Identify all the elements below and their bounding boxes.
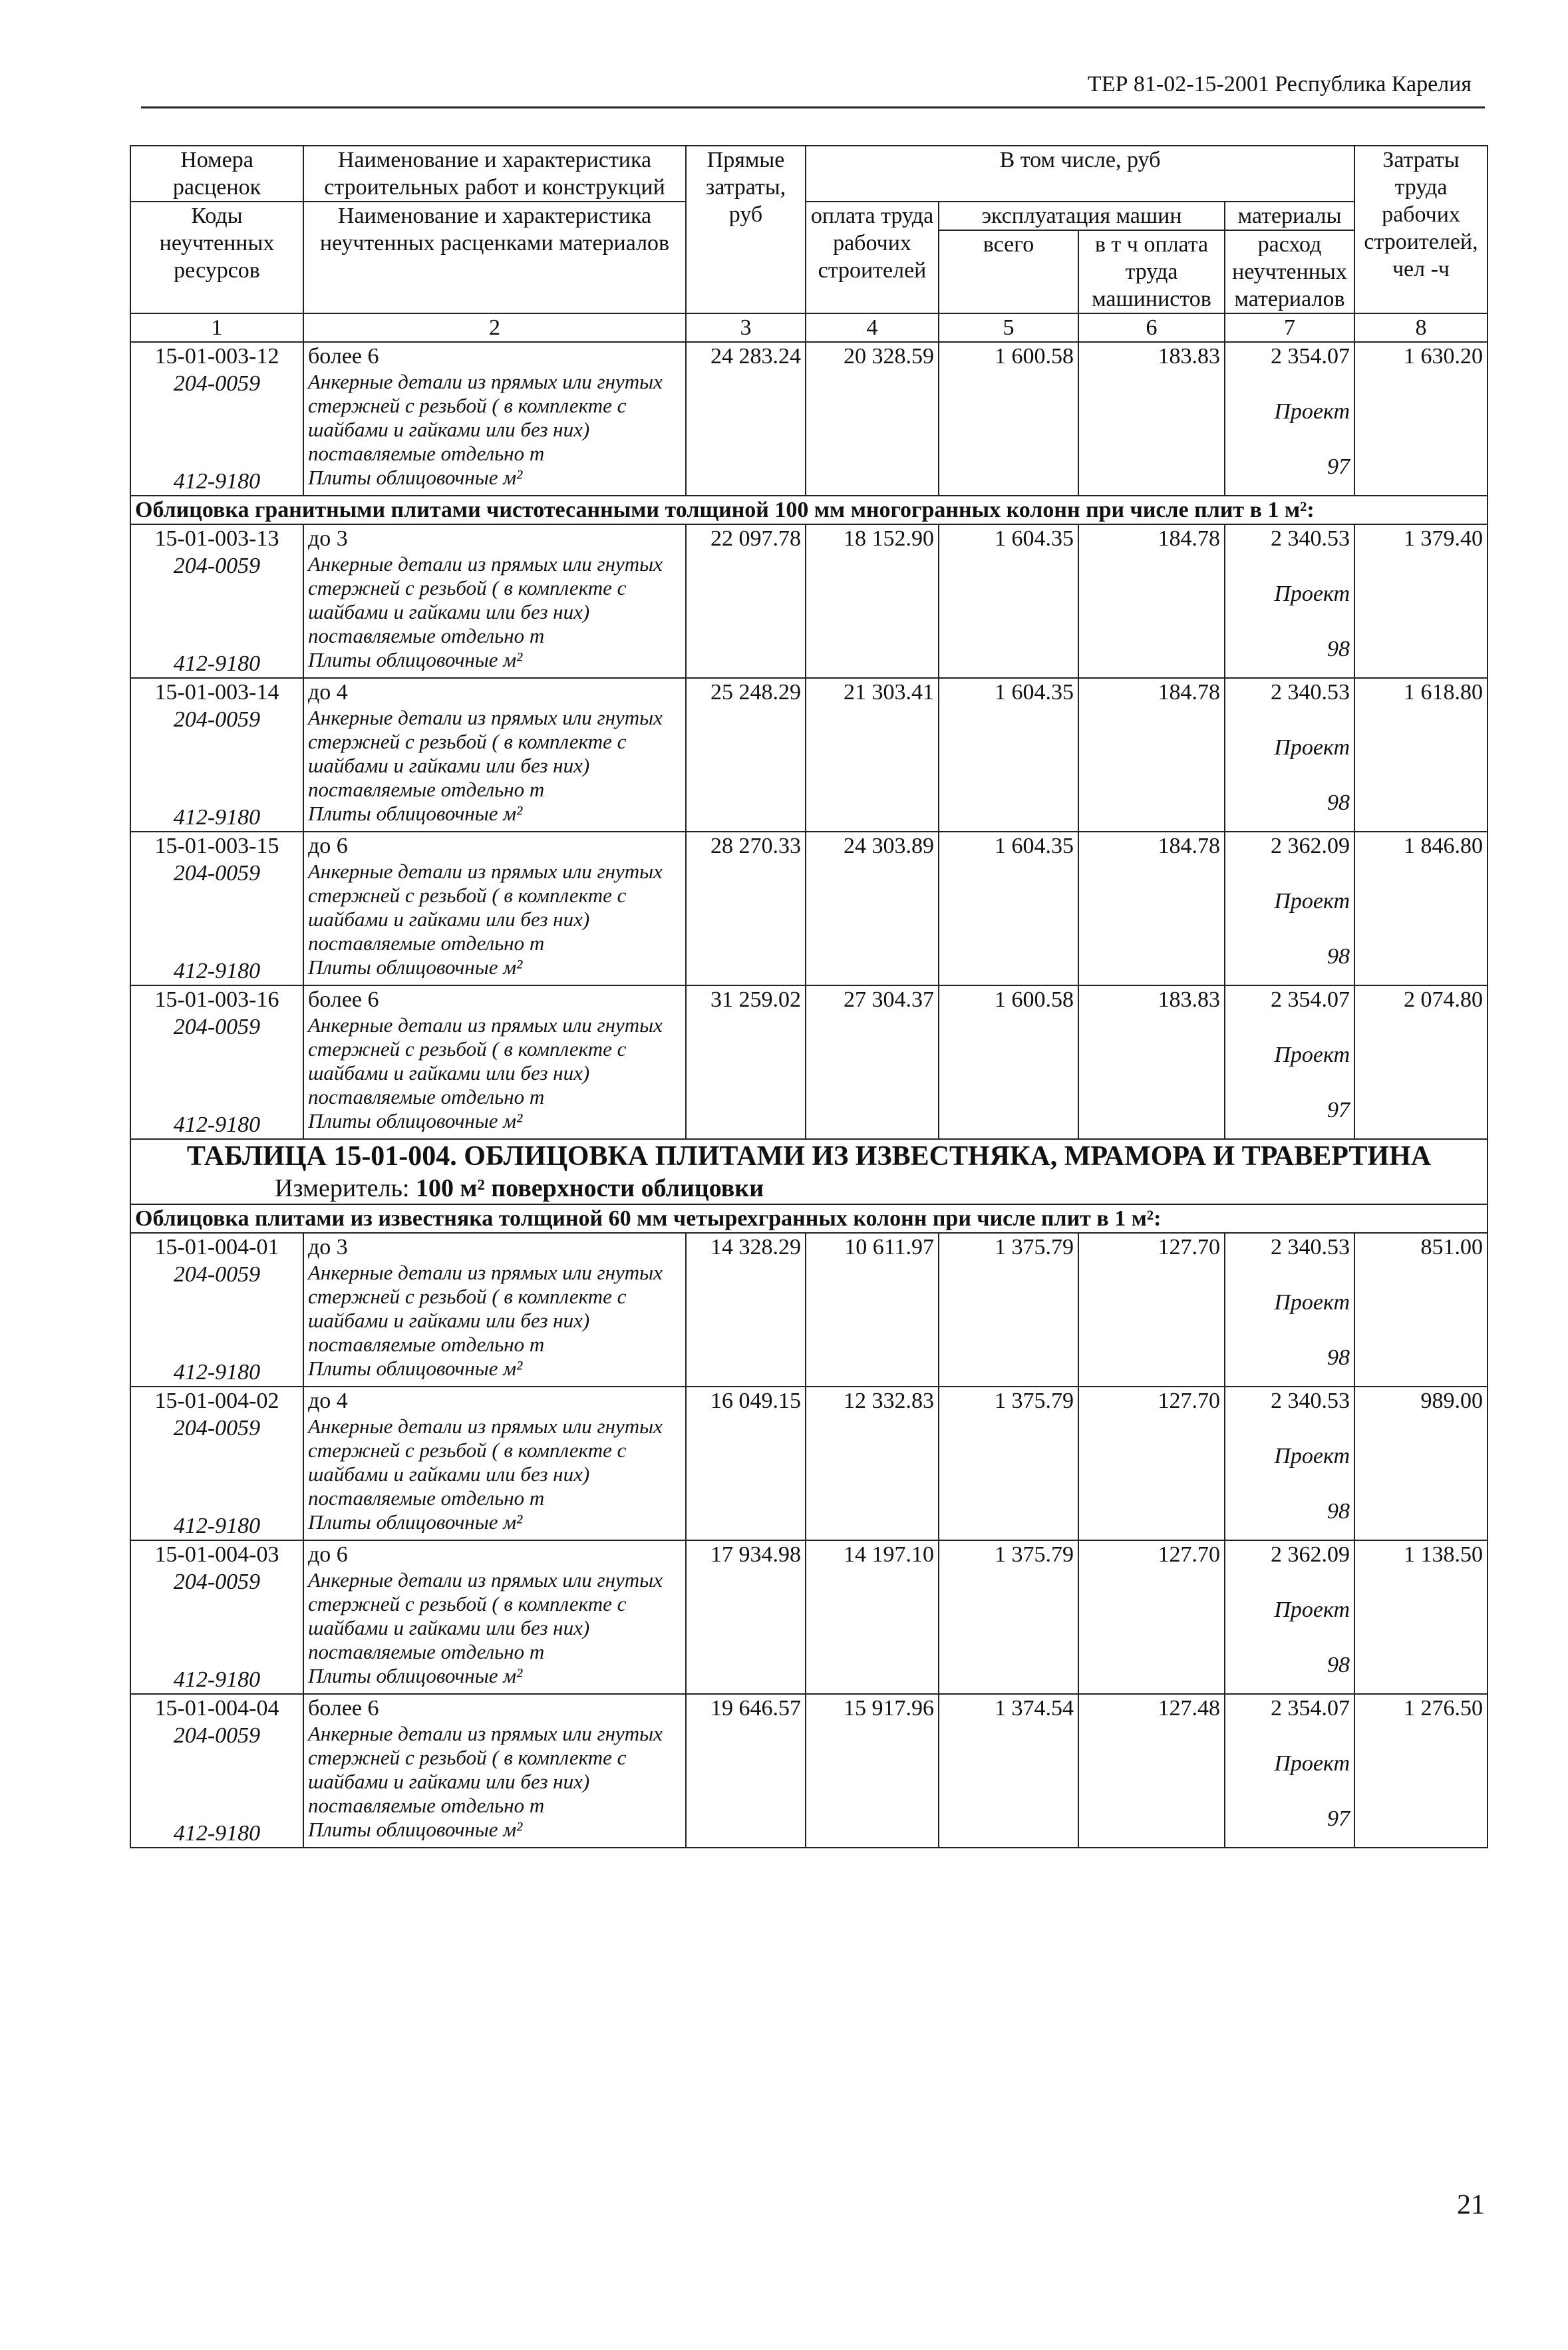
code-cell <box>130 524 303 678</box>
materials-header: материалы <box>1225 202 1354 230</box>
plate-material-name: Плиты облицовочные м² <box>308 466 523 489</box>
code-cell <box>130 1233 303 1387</box>
materials-cell <box>1225 1233 1354 1387</box>
name-cell <box>303 678 686 832</box>
value-mach-wages: 127.48 <box>1078 1694 1225 1848</box>
plates-quantity: 98 <box>1327 790 1350 815</box>
anchor-resource-code: 204-0059 <box>173 861 261 886</box>
machines-header: эксплуатация машин <box>939 202 1225 230</box>
value-materials: 2 362.09 <box>1271 834 1350 858</box>
value-wages: 24 303.89 <box>806 832 939 985</box>
rate-code: 15-01-003-14 <box>154 680 279 705</box>
materials-cell <box>1225 1387 1354 1540</box>
plate-resource-code: 412-9180 <box>173 1112 261 1137</box>
measure-line <box>135 1173 1483 1204</box>
value-wages: 21 303.41 <box>806 678 939 832</box>
value-mach-total: 1 600.58 <box>939 985 1078 1139</box>
spacer <box>135 1442 299 1512</box>
materials-cell <box>1225 985 1354 1139</box>
project-label: Проект <box>1274 1444 1350 1468</box>
value-mach-total: 1 375.79 <box>939 1233 1078 1387</box>
value-mach-wages: 184.78 <box>1078 678 1225 832</box>
plate-resource-code: 412-9180 <box>173 469 261 494</box>
value-direct: 17 934.98 <box>686 1540 806 1694</box>
col-number: 3 <box>686 313 806 342</box>
plate-material-name: Плиты облицовочные м² <box>308 1510 523 1534</box>
value-mach-total: 1 604.35 <box>939 832 1078 985</box>
materials-cell <box>1225 832 1354 985</box>
rate-code: 15-01-004-02 <box>154 1389 279 1413</box>
code-cell <box>130 678 303 832</box>
value-direct: 31 259.02 <box>686 985 806 1139</box>
spacer <box>135 1288 299 1359</box>
plate-material-name: Плиты облицовочные м² <box>308 802 523 825</box>
anchor-material-name: Анкерные детали из прямых или гнутых стержней с резьбой ( в комплекте с шайбами и гайками или без них) поставляемые отдельно т <box>308 1568 663 1663</box>
code-cell <box>130 985 303 1139</box>
spacer <box>135 1595 299 1666</box>
value-wages: 14 197.10 <box>806 1540 939 1694</box>
rate-name: до 3 <box>308 526 348 551</box>
value-materials: 2 354.07 <box>1271 1696 1350 1721</box>
project-label: Проект <box>1274 582 1350 606</box>
rate-row <box>130 985 1488 1139</box>
col-number: 5 <box>939 313 1078 342</box>
col-number: 4 <box>806 313 939 342</box>
plates-quantity: 98 <box>1327 944 1350 969</box>
materials-cell <box>1225 524 1354 678</box>
rate-name: более 6 <box>308 1696 379 1721</box>
col-number: 1 <box>130 313 303 342</box>
page-header <box>141 72 1485 108</box>
plates-quantity: 97 <box>1327 1098 1350 1122</box>
value-direct: 19 646.57 <box>686 1694 806 1848</box>
machines-total-header: всего <box>939 230 1078 313</box>
plate-resource-code: 412-9180 <box>173 1821 261 1846</box>
value-wages: 12 332.83 <box>806 1387 939 1540</box>
anchor-material-name: Анкерные детали из прямых или гнутых стержней с резьбой ( в комплекте с шайбами и гайками или без них) поставляемые отдельно т <box>308 706 663 801</box>
rates-table <box>130 145 1488 1848</box>
rate-row <box>130 1233 1488 1387</box>
value-wages: 20 328.59 <box>806 342 939 496</box>
project-label: Проект <box>1274 1597 1350 1622</box>
code-cell <box>130 1387 303 1540</box>
value-labor: 989.00 <box>1354 1387 1488 1540</box>
section-heading-row <box>130 496 1488 524</box>
code-cell <box>130 832 303 985</box>
value-mach-total: 1 375.79 <box>939 1387 1078 1540</box>
anchor-material-name: Анкерные детали из прямых или гнутых стержней с резьбой ( в комплекте с шайбами и гайками или без них) поставляемые отдельно т <box>308 1415 663 1510</box>
value-direct: 16 049.15 <box>686 1387 806 1540</box>
materials-cell <box>1225 342 1354 496</box>
name-cell <box>303 832 686 985</box>
value-materials: 2 340.53 <box>1271 1389 1350 1413</box>
col2-bottom-header: Наименование и характеристика неучтенных расценками материалов <box>303 202 686 313</box>
plate-material-name: Плиты облицовочные м² <box>308 1664 523 1687</box>
plate-resource-code: 412-9180 <box>173 959 261 983</box>
column-numbers-row <box>130 313 1488 342</box>
plate-material-name: Плиты облицовочные м² <box>308 1109 523 1132</box>
materials-cell <box>1225 1694 1354 1848</box>
document-title: ТЕР 81-02-15-2001 Республика Карелия <box>1087 72 1472 96</box>
name-cell <box>303 985 686 1139</box>
plate-resource-code: 412-9180 <box>173 805 261 830</box>
col1-bottom-header: Коды неучтенных ресурсов <box>130 202 303 313</box>
value-labor: 2 074.80 <box>1354 985 1488 1139</box>
col1-top-header: Номера расценок <box>130 146 303 202</box>
rate-row <box>130 342 1488 496</box>
value-mach-wages: 127.70 <box>1078 1233 1225 1387</box>
col-number: 6 <box>1078 313 1225 342</box>
anchor-resource-code: 204-0059 <box>173 1262 261 1287</box>
value-direct: 24 283.24 <box>686 342 806 496</box>
value-materials: 2 340.53 <box>1271 680 1350 705</box>
value-labor: 1 276.50 <box>1354 1694 1488 1848</box>
value-mach-wages: 127.70 <box>1078 1540 1225 1694</box>
labor-header: Затраты труда рабочих строителей, чел -ч <box>1354 146 1488 313</box>
rate-row <box>130 832 1488 985</box>
machines-wages-header: в т ч оплата труда машинистов <box>1078 230 1225 313</box>
value-wages: 18 152.90 <box>806 524 939 678</box>
plates-quantity: 97 <box>1327 454 1350 479</box>
anchor-material-name: Анкерные детали из прямых или гнутых стержней с резьбой ( в комплекте с шайбами и гайками или без них) поставляемые отдельно т <box>308 1013 663 1108</box>
value-direct: 25 248.29 <box>686 678 806 832</box>
rate-name: более 6 <box>308 987 379 1012</box>
anchor-resource-code: 204-0059 <box>173 1015 261 1039</box>
code-cell <box>130 342 303 496</box>
value-mach-wages: 183.83 <box>1078 985 1225 1139</box>
value-materials: 2 354.07 <box>1271 344 1350 369</box>
rate-name: до 6 <box>308 834 348 858</box>
rate-row <box>130 1694 1488 1848</box>
value-wages: 10 611.97 <box>806 1233 939 1387</box>
project-label: Проект <box>1274 735 1350 760</box>
table-title-cell <box>130 1139 1488 1204</box>
col-number: 2 <box>303 313 686 342</box>
rate-code: 15-01-003-16 <box>154 987 279 1012</box>
rate-name: до 3 <box>308 1235 348 1259</box>
rate-row <box>130 1387 1488 1540</box>
anchor-material-name: Анкерные детали из прямых или гнутых стержней с резьбой ( в комплекте с шайбами и гайками или без них) поставляемые отдельно т <box>308 552 663 647</box>
spacer <box>135 397 299 468</box>
rate-row <box>130 1540 1488 1694</box>
col-number: 7 <box>1225 313 1354 342</box>
rate-row <box>130 678 1488 832</box>
value-mach-wages: 183.83 <box>1078 342 1225 496</box>
value-direct: 14 328.29 <box>686 1233 806 1387</box>
name-cell <box>303 342 686 496</box>
spacer <box>135 580 299 650</box>
anchor-material-name: Анкерные детали из прямых или гнутых стержней с резьбой ( в комплекте с шайбами и гайками или без них) поставляемые отдельно т <box>308 370 663 465</box>
plates-quantity: 98 <box>1327 637 1350 661</box>
anchor-resource-code: 204-0059 <box>173 1723 261 1748</box>
materials-sub-header: расход неучтенных материалов <box>1225 230 1354 313</box>
table-title: ТАБЛИЦА 15-01-004. ОБЛИЦОВКА ПЛИТАМИ ИЗ ИЗВЕСТНЯКА, МРАМОРА И ТРАВЕРТИНА <box>186 1141 1432 1172</box>
rate-code: 15-01-004-01 <box>154 1235 279 1259</box>
anchor-material-name: Анкерные детали из прямых или гнутых стержней с резьбой ( в комплекте с шайбами и гайками или без них) поставляемые отдельно т <box>308 1261 663 1356</box>
table-title-row <box>130 1139 1488 1204</box>
plate-material-name: Плиты облицовочные м² <box>308 648 523 671</box>
value-mach-wages: 127.70 <box>1078 1387 1225 1540</box>
name-cell <box>303 524 686 678</box>
value-mach-total: 1 374.54 <box>939 1694 1078 1848</box>
plate-material-name: Плиты облицовочные м² <box>308 1818 523 1841</box>
name-cell <box>303 1233 686 1387</box>
value-labor: 1 379.40 <box>1354 524 1488 678</box>
anchor-resource-code: 204-0059 <box>173 707 261 732</box>
anchor-resource-code: 204-0059 <box>173 371 261 396</box>
anchor-material-name: Анкерные детали из прямых или гнутых стержней с резьбой ( в комплекте с шайбами и гайками или без них) поставляемые отдельно т <box>308 1722 663 1817</box>
value-wages: 27 304.37 <box>806 985 939 1139</box>
code-cell <box>130 1694 303 1848</box>
anchor-resource-code: 204-0059 <box>173 554 261 578</box>
rate-row <box>130 524 1488 678</box>
value-materials: 2 340.53 <box>1271 1235 1350 1259</box>
project-label: Проект <box>1274 1290 1350 1315</box>
col-number: 8 <box>1354 313 1488 342</box>
header-row-1 <box>130 146 1488 202</box>
plate-resource-code: 412-9180 <box>173 1514 261 1538</box>
col2-top-header: Наименование и характеристика строительных работ и конструкций <box>303 146 686 202</box>
rate-name: до 4 <box>308 1389 348 1413</box>
rate-name: до 6 <box>308 1542 348 1567</box>
project-label: Проект <box>1274 1751 1350 1776</box>
value-wages: 15 917.96 <box>806 1694 939 1848</box>
plates-quantity: 98 <box>1327 1499 1350 1524</box>
value-mach-wages: 184.78 <box>1078 832 1225 985</box>
page-number: 21 <box>1457 2190 1485 2220</box>
wages-header: оплата труда рабочих строителей <box>806 202 939 313</box>
rate-code: 15-01-003-13 <box>154 526 279 551</box>
measure-label: Измеритель: <box>275 1174 410 1202</box>
col3-header: Прямые затраты, руб <box>686 146 806 313</box>
rate-code: 15-01-004-04 <box>154 1696 279 1721</box>
plates-quantity: 98 <box>1327 1345 1350 1370</box>
value-labor: 1 846.80 <box>1354 832 1488 985</box>
project-label: Проект <box>1274 399 1350 424</box>
code-cell <box>130 1540 303 1694</box>
value-labor: 1 630.20 <box>1354 342 1488 496</box>
value-materials: 2 362.09 <box>1271 1542 1350 1567</box>
anchor-resource-code: 204-0059 <box>173 1416 261 1440</box>
measure-value: 100 м² поверхности облицовки <box>416 1174 764 1202</box>
name-cell <box>303 1540 686 1694</box>
plate-material-name: Плиты облицовочные м² <box>308 955 523 979</box>
section-heading-row <box>130 1204 1488 1233</box>
value-mach-total: 1 604.35 <box>939 524 1078 678</box>
plates-quantity: 98 <box>1327 1653 1350 1677</box>
rate-name: более 6 <box>308 344 379 369</box>
value-direct: 22 097.78 <box>686 524 806 678</box>
plate-resource-code: 412-9180 <box>173 1360 261 1385</box>
value-materials: 2 354.07 <box>1271 987 1350 1012</box>
project-label: Проект <box>1274 889 1350 914</box>
header-row-2 <box>130 202 1488 230</box>
plate-resource-code: 412-9180 <box>173 651 261 676</box>
section-heading: Облицовка плитами из известняка толщиной 60 мм четырехгранных колонн при числе плит в 1 м²: <box>130 1204 1488 1233</box>
anchor-resource-code: 204-0059 <box>173 1570 261 1594</box>
spacer <box>135 887 299 957</box>
plate-material-name: Плиты облицовочные м² <box>308 1357 523 1380</box>
plate-resource-code: 412-9180 <box>173 1667 261 1692</box>
in-that-header: В том числе, руб <box>806 146 1354 202</box>
section-heading: Облицовка гранитными плитами чистотесанными толщиной 100 мм многогранных колонн при числе плит в 1 м²: <box>130 496 1488 524</box>
value-mach-wages: 184.78 <box>1078 524 1225 678</box>
value-labor: 1 138.50 <box>1354 1540 1488 1694</box>
value-direct: 28 270.33 <box>686 832 806 985</box>
name-cell <box>303 1387 686 1540</box>
materials-cell <box>1225 678 1354 832</box>
value-mach-total: 1 604.35 <box>939 678 1078 832</box>
project-label: Проект <box>1274 1043 1350 1067</box>
value-materials: 2 340.53 <box>1271 526 1350 551</box>
rate-code: 15-01-003-12 <box>154 344 279 369</box>
name-cell <box>303 1694 686 1848</box>
spacer <box>135 733 299 804</box>
rate-code: 15-01-004-03 <box>154 1542 279 1567</box>
rate-code: 15-01-003-15 <box>154 834 279 858</box>
value-mach-total: 1 375.79 <box>939 1540 1078 1694</box>
spacer <box>135 1041 299 1111</box>
anchor-material-name: Анкерные детали из прямых или гнутых стержней с резьбой ( в комплекте с шайбами и гайками или без них) поставляемые отдельно т <box>308 860 663 955</box>
rate-name: до 4 <box>308 680 348 705</box>
value-labor: 851.00 <box>1354 1233 1488 1387</box>
materials-cell <box>1225 1540 1354 1694</box>
spacer <box>135 1749 299 1820</box>
value-labor: 1 618.80 <box>1354 678 1488 832</box>
value-mach-total: 1 600.58 <box>939 342 1078 496</box>
plates-quantity: 97 <box>1327 1806 1350 1831</box>
